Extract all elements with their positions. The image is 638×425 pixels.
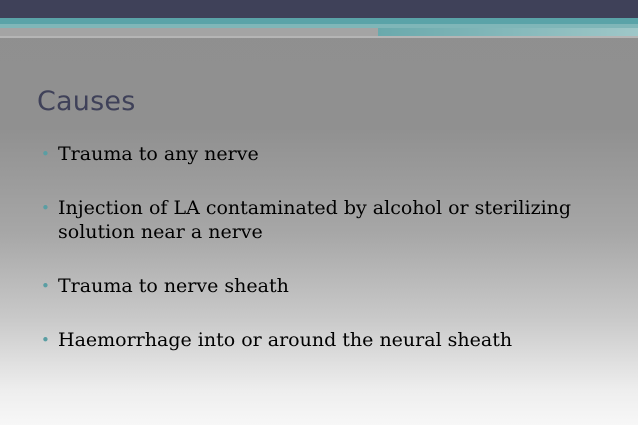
- bullet-item: [41, 196, 601, 244]
- header-divider: [0, 36, 638, 38]
- bullet-item: [41, 328, 601, 352]
- bullet-icon: •: [41, 199, 50, 217]
- slide-title: Causes: [37, 86, 136, 117]
- bullet-text: Trauma to any nerve: [58, 143, 259, 165]
- bullet-item: [41, 142, 601, 166]
- bullet-text: Trauma to nerve sheath: [58, 275, 289, 297]
- bullet-icon: •: [41, 145, 50, 163]
- bullet-text: Haemorrhage into or around the neural sheath: [58, 329, 513, 351]
- bullet-list: [41, 142, 601, 352]
- bullet-text: Injection of LA contaminated by alcohol or sterilizing solution near a nerve: [58, 197, 572, 243]
- header-band-teal-right: [378, 28, 638, 36]
- bullet-icon: •: [41, 277, 50, 295]
- bullet-item: [41, 274, 601, 298]
- header-band-gray: [0, 28, 378, 36]
- header-band-dark: [0, 0, 638, 18]
- bullet-icon: •: [41, 331, 50, 349]
